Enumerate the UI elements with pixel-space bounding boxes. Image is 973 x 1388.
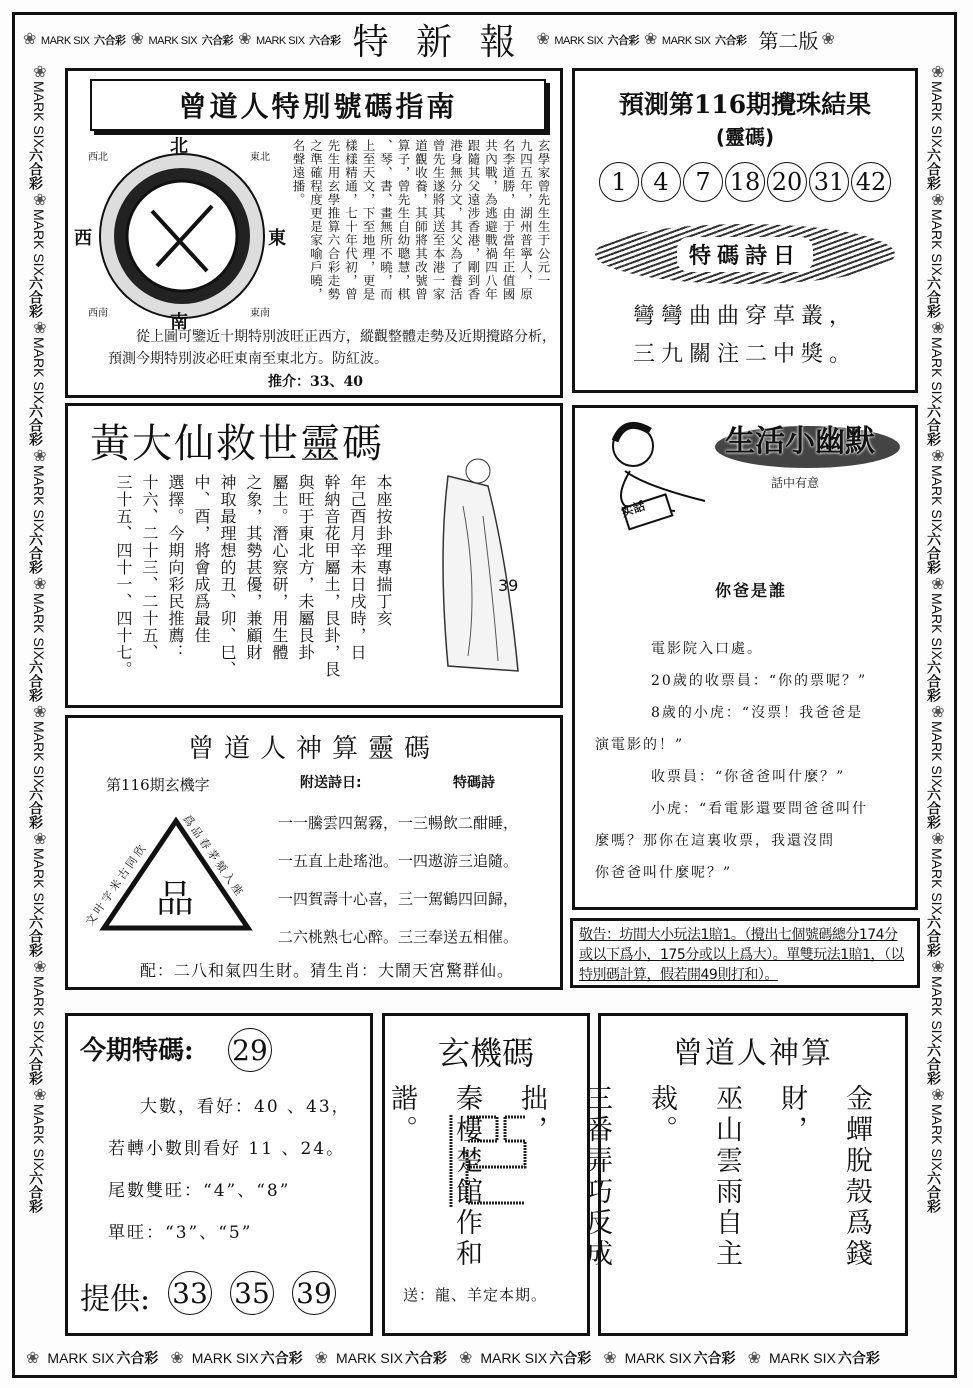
lottery-logo-text: 六合彩 bbox=[549, 1350, 592, 1366]
bio-column: 港身無分文，其父為了養活 bbox=[448, 139, 464, 301]
compass-northwest: 西北 bbox=[88, 152, 108, 163]
lottery-logo-text: 六合彩 bbox=[116, 1350, 159, 1366]
flower-icon: ❀ bbox=[26, 1350, 40, 1367]
mark-six-label: MARK SIX bbox=[31, 208, 47, 276]
compass-southwest: 西南 bbox=[88, 308, 108, 319]
guide-title: 曾道人特別號碼指南 bbox=[90, 79, 546, 131]
flower-icon: ❀ bbox=[458, 1350, 473, 1367]
mark-six-label: MARK SIX bbox=[31, 1104, 47, 1172]
left-border-strip bbox=[22, 62, 56, 1342]
number-ball: 4 bbox=[641, 162, 681, 202]
number-ball: 20 bbox=[767, 162, 807, 202]
bio-column: 道觀收養，其師將其改號曾 bbox=[413, 139, 429, 301]
lottery-logo-text: 六合彩 bbox=[926, 1171, 942, 1214]
biography-text bbox=[290, 139, 552, 319]
bio-column: 先生用玄學推算六合彩走勢 bbox=[326, 139, 341, 301]
mark-six-label: MARK SIX bbox=[554, 35, 606, 47]
poem-banner bbox=[595, 224, 895, 284]
notice-panel bbox=[570, 918, 920, 988]
edition-label: 第二版 bbox=[758, 28, 819, 53]
text-column: 幹納音花甲屬土，艮卦，艮 bbox=[322, 474, 341, 678]
lottery-logo-text: 六合彩 bbox=[28, 787, 44, 830]
provided-number-ball: 33 bbox=[168, 1271, 212, 1315]
wong-tai-sin-title: 黃大仙救世靈碼 bbox=[90, 421, 384, 467]
text-column: 十六、二十三、二十五、 bbox=[140, 474, 159, 661]
story-line: 演電影的！” bbox=[595, 737, 685, 753]
lottery-logo-text: 六合彩 bbox=[260, 1350, 303, 1366]
story-line: 麼嗎？那你在這裏收票，我還沒問 bbox=[595, 833, 835, 849]
mark-six-label: MARK SIX bbox=[661, 35, 714, 47]
flower-icon: ❀ bbox=[30, 701, 48, 721]
flower-icon: ❀ bbox=[23, 31, 36, 48]
newspaper-title: 特 新 報 bbox=[352, 21, 524, 60]
compass-south: 南 bbox=[170, 312, 188, 333]
lottery-logo-text: 六合彩 bbox=[926, 531, 942, 574]
flower-icon: ❀ bbox=[928, 317, 946, 337]
mark-six-label: MARK SIX bbox=[31, 81, 47, 148]
image-number: 39 bbox=[498, 576, 519, 595]
tip-line: 尾數雙旺：“4”、“8” bbox=[108, 1181, 291, 1201]
lottery-logo-text: 六合彩 bbox=[28, 659, 44, 702]
lottery-logo-text: 六合彩 bbox=[94, 35, 126, 47]
special-number-panel bbox=[65, 1013, 373, 1336]
poem-column: 金蟬脫殼爲錢財， bbox=[776, 1084, 872, 1270]
notice-text: 敬告：坊間大小玩法1賠1。（攪出七個號碼總分174分或以下爲小，175分或以上爲大）。單雙玩法1賠1，（以特別碼計算，假若開49則打和）。 bbox=[579, 927, 905, 983]
flower-icon: ❀ bbox=[821, 31, 835, 48]
text-column: 年己酉月辛未日戌時，日 bbox=[348, 474, 367, 661]
mystery-code-footer: 送：龍、羊定本期。 bbox=[403, 1286, 548, 1304]
sign-label: 实話 bbox=[619, 498, 647, 520]
poem-line: 二六桃熟七心醉。三三奉送五相催。 bbox=[278, 928, 519, 946]
lottery-logo-text: 六合彩 bbox=[715, 35, 747, 47]
mark-six-label: MARK SIX bbox=[929, 848, 945, 916]
poem-line: 三九關注二中獎。 bbox=[632, 342, 857, 367]
compass-west: 西 bbox=[74, 228, 92, 249]
analysis-text: 從上圖可鑒近十期特別波旺正西方，縱觀整體走勢及近期攪路分析，預測今期特別波必旺東南至東北方。防紅波。 bbox=[108, 329, 556, 367]
mark-six-label: MARK SIX bbox=[624, 1350, 692, 1366]
compass-north: 北 bbox=[170, 136, 188, 157]
compass-wheel-icon bbox=[82, 136, 282, 326]
issue-label: 第116期玄機字 bbox=[106, 776, 210, 794]
bio-column: 共內戰，為逃避戰禍四八年 bbox=[483, 139, 499, 301]
compass-diagram bbox=[74, 136, 286, 333]
story-line: 20歲的收票員：“你的票呢？” bbox=[651, 673, 868, 689]
bio-column: 玄學家曾先生生于公元一 bbox=[536, 139, 551, 288]
humor-panel bbox=[572, 405, 918, 910]
bio-column: 上至天文，下至地理，更是 bbox=[361, 139, 376, 301]
lottery-logo-text: 六合彩 bbox=[309, 35, 341, 47]
mark-six-label: MARK SIX bbox=[336, 1350, 403, 1366]
divine-numbers-panel bbox=[65, 715, 563, 990]
predicted-numbers bbox=[575, 162, 915, 202]
humor-title: 生活小幽默 bbox=[725, 424, 875, 459]
flower-icon: ❀ bbox=[536, 31, 550, 48]
lottery-logo-text: 六合彩 bbox=[28, 275, 44, 318]
divine-poem bbox=[278, 804, 518, 956]
mark-six-label: MARK SIX bbox=[31, 464, 47, 532]
poem-line: 一一騰雲四駕霧，一三暢飲二酣睡， bbox=[278, 814, 519, 832]
number-ball: 18 bbox=[725, 162, 765, 202]
flower-icon: ❀ bbox=[928, 701, 946, 721]
divine-title: 曾道人神算靈碼 bbox=[187, 734, 440, 764]
lottery-logo-text: 六合彩 bbox=[28, 1171, 44, 1214]
bio-column: 九四五年，湖州普寧人，原 bbox=[518, 139, 534, 301]
lottery-logo-text: 六合彩 bbox=[926, 275, 942, 318]
flower-icon: ❀ bbox=[30, 317, 48, 337]
provided-number-ball: 39 bbox=[292, 1271, 336, 1315]
poem-line: 一四賀壽十心喜，三一駕鶴四回歸， bbox=[278, 890, 519, 908]
mark-six-banner bbox=[533, 29, 641, 49]
provide-label: 提供: bbox=[80, 1282, 151, 1317]
story-title: 你爸是誰 bbox=[715, 581, 788, 600]
mark-six-label: MARK SIX bbox=[148, 35, 200, 47]
mark-six-label: MARK SIX bbox=[929, 464, 945, 532]
mark-six-label: MARK SIX bbox=[480, 1350, 548, 1366]
lottery-logo-text: 六合彩 bbox=[926, 787, 942, 830]
flower-icon: ❀ bbox=[30, 189, 48, 209]
poem-line: 彎彎曲曲穿草叢， bbox=[632, 304, 857, 329]
story-line: 8歲的小虎：“沒票！我爸爸是 bbox=[651, 705, 864, 721]
bio-column: 之準確程度更是家喻戶曉， bbox=[308, 139, 324, 301]
compass-southeast: 東南 bbox=[250, 308, 270, 319]
flower-icon: ❀ bbox=[30, 573, 48, 593]
text-column: 三十五、四十一、四十七。 bbox=[114, 474, 133, 678]
flower-icon: ❀ bbox=[130, 31, 144, 48]
mark-six-label: MARK SIX bbox=[191, 1350, 259, 1366]
flower-icon: ❀ bbox=[30, 62, 48, 81]
lottery-logo-text: 六合彩 bbox=[404, 1350, 447, 1366]
story-text bbox=[595, 633, 905, 889]
flower-icon: ❀ bbox=[928, 62, 946, 81]
flower-icon: ❀ bbox=[928, 1085, 946, 1105]
number-ball: 31 bbox=[809, 162, 849, 202]
mark-six-label: MARK SIX bbox=[255, 35, 308, 47]
poem-line: 一五直上赴瑤池。一四遨游三追隨。 bbox=[278, 852, 519, 870]
wong-tai-sin-text bbox=[106, 474, 396, 694]
number-ball: 7 bbox=[683, 162, 723, 202]
lottery-logo-text: 六合彩 bbox=[28, 147, 44, 190]
mark-six-label: MARK SIX bbox=[31, 592, 47, 660]
flower-icon: ❀ bbox=[170, 1350, 184, 1367]
text-column: 中、酉，將會成爲最佳 bbox=[192, 474, 211, 644]
story-line: 你爸爸叫什麼呢？” bbox=[595, 865, 733, 881]
mark-six-label: MARK SIX bbox=[929, 208, 945, 276]
bottom-border-strip bbox=[20, 1342, 955, 1374]
flower-icon: ❀ bbox=[30, 1085, 48, 1105]
mark-six-label: MARK SIX bbox=[929, 592, 945, 660]
flower-icon: ❀ bbox=[30, 829, 48, 849]
lottery-logo-text: 六合彩 bbox=[28, 403, 44, 446]
poem-banner-label: 特碼詩日 bbox=[677, 237, 813, 272]
bio-column: 算子，曾先生自幼聰慧，棋 bbox=[396, 139, 411, 301]
mark-six-label: MARK SIX bbox=[929, 976, 945, 1044]
lottery-logo-text: 六合彩 bbox=[926, 403, 942, 446]
text-column: 與旺于東北方，未屬艮卦 bbox=[296, 474, 315, 661]
mark-six-label: MARK SIX bbox=[31, 848, 47, 916]
special-number-guide-panel bbox=[65, 68, 563, 398]
mark-six-label: MARK SIX bbox=[929, 81, 945, 148]
poem-label: 附送詩日: bbox=[300, 775, 362, 791]
mark-six-label: MARK SIX bbox=[929, 720, 945, 788]
text-column: 神取最理想的丑、卯、巳、 bbox=[218, 474, 237, 678]
bio-column: 名李道勝，由于當年正值國 bbox=[501, 139, 516, 301]
poem-column: 巫山雲雨自主裁。 bbox=[646, 1084, 742, 1270]
triangle-center-char: 品 bbox=[156, 877, 195, 921]
mark-six-label: MARK SIX bbox=[40, 35, 93, 47]
lottery-logo-text: 六合彩 bbox=[201, 35, 234, 47]
lottery-logo-text: 六合彩 bbox=[926, 659, 942, 702]
divine-calc-title: 曾道人神算 bbox=[673, 1036, 833, 1071]
mark-six-label: MARK SIX bbox=[31, 336, 47, 404]
mark-six-label: MARK SIX bbox=[929, 336, 945, 404]
compass-northeast: 東北 bbox=[250, 152, 270, 163]
tip-line: 大數，看好：40 、43， bbox=[140, 1097, 351, 1117]
triangle-left-text: 文叶字米古同欣 bbox=[83, 840, 150, 929]
mystery-code-title: 玄機碼 bbox=[437, 1034, 534, 1072]
text-column: 之象，其勢甚優，兼顧財 bbox=[244, 474, 263, 661]
immortal-figure-illustration bbox=[408, 416, 558, 686]
flower-icon: ❀ bbox=[928, 957, 946, 977]
provided-number-ball: 35 bbox=[230, 1271, 274, 1315]
lottery-logo-text: 六合彩 bbox=[926, 1043, 942, 1086]
special-number-ball: 29 bbox=[228, 1028, 272, 1072]
lottery-logo-text: 六合彩 bbox=[607, 35, 640, 47]
flower-icon: ❀ bbox=[30, 957, 48, 977]
poem-column: 秦樓楚館作和諧。 bbox=[386, 1084, 482, 1270]
flower-icon: ❀ bbox=[928, 829, 946, 849]
flower-icon: ❀ bbox=[30, 445, 48, 465]
text-column: 屬土。潛心察研，用生體 bbox=[270, 474, 289, 661]
recommend-text: 推介：33、40 bbox=[268, 374, 363, 390]
mark-six-banner bbox=[641, 29, 749, 49]
lottery-logo-text: 六合彩 bbox=[28, 915, 44, 958]
poem-column: 三番弄巧反成拙， bbox=[516, 1084, 612, 1270]
story-line: 小虎：“看電影還要問爸爸叫什 bbox=[651, 801, 869, 817]
flower-icon: ❀ bbox=[928, 189, 946, 209]
story-line: 電影院入口處。 bbox=[651, 641, 763, 657]
number-ball: 1 bbox=[599, 162, 639, 202]
wong-tai-sin-panel bbox=[65, 403, 563, 708]
text-column: 選擇。今期向彩民推薦： bbox=[166, 474, 185, 661]
flower-icon: ❀ bbox=[928, 573, 946, 593]
mark-six-label: MARK SIX bbox=[929, 1104, 945, 1172]
lottery-logo-text: 六合彩 bbox=[693, 1350, 736, 1366]
mark-six-label: MARK SIX bbox=[47, 1350, 115, 1366]
humor-tagline: 話中有意 bbox=[771, 476, 820, 490]
lottery-logo-text: 六合彩 bbox=[926, 915, 942, 958]
number-ball: 42 bbox=[851, 162, 891, 202]
mark-six-label: MARK SIX bbox=[31, 720, 47, 788]
special-label: 特碼詩 bbox=[453, 775, 495, 791]
masthead bbox=[20, 18, 955, 60]
bio-column: 曾先生遂將其送至本港一家 bbox=[431, 139, 446, 301]
story-line: 收票員：“你爸爸叫什麼？” bbox=[651, 769, 846, 785]
flower-icon: ❀ bbox=[603, 1350, 617, 1367]
divine-footer: 配：二八和氣四生財。猜生肖：大鬧天宮驚群仙。 bbox=[140, 961, 515, 980]
triangle-right-text: 爲品春茅頻入座 bbox=[180, 812, 248, 901]
prediction-subtitle: (靈碼) bbox=[715, 125, 775, 149]
lottery-logo-text: 六合彩 bbox=[28, 1043, 44, 1086]
flower-icon: ❀ bbox=[928, 445, 946, 465]
mark-six-banner bbox=[235, 29, 343, 49]
text-column: 本座按卦理專揣丁亥 bbox=[374, 474, 393, 627]
lottery-logo-text: 六合彩 bbox=[926, 147, 942, 190]
mark-six-banner bbox=[128, 29, 236, 49]
flower-icon: ❀ bbox=[238, 31, 251, 48]
right-border-strip bbox=[920, 62, 954, 1342]
compass-east: 東 bbox=[268, 228, 286, 249]
flower-icon: ❀ bbox=[644, 31, 657, 48]
lottery-logo-text: 六合彩 bbox=[837, 1350, 880, 1366]
tip-line: 單旺：“3”、“5” bbox=[108, 1223, 253, 1243]
lottery-logo-text: 六合彩 bbox=[28, 531, 44, 574]
tip-line: 若轉小數則看好 11 、24。 bbox=[108, 1139, 346, 1159]
bio-column: 名聲遠播。 bbox=[291, 139, 306, 207]
flower-icon: ❀ bbox=[747, 1350, 761, 1367]
bio-column: 、琴、書、畫無所不曉，而 bbox=[378, 139, 394, 301]
special-title: 今期特碼: bbox=[80, 1036, 194, 1066]
bio-column: 跟隨其父遠涉香港，剛到香 bbox=[466, 139, 481, 301]
prediction-title: 預測第116期攪珠結果 bbox=[618, 90, 872, 119]
prediction-panel bbox=[572, 68, 918, 393]
mark-six-banner bbox=[20, 29, 128, 49]
bio-column: 樣樣精通，七十年代初，曾 bbox=[343, 139, 359, 301]
mark-six-label: MARK SIX bbox=[768, 1350, 836, 1366]
flower-icon: ❀ bbox=[314, 1350, 329, 1367]
mark-six-label: MARK SIX bbox=[31, 976, 47, 1044]
